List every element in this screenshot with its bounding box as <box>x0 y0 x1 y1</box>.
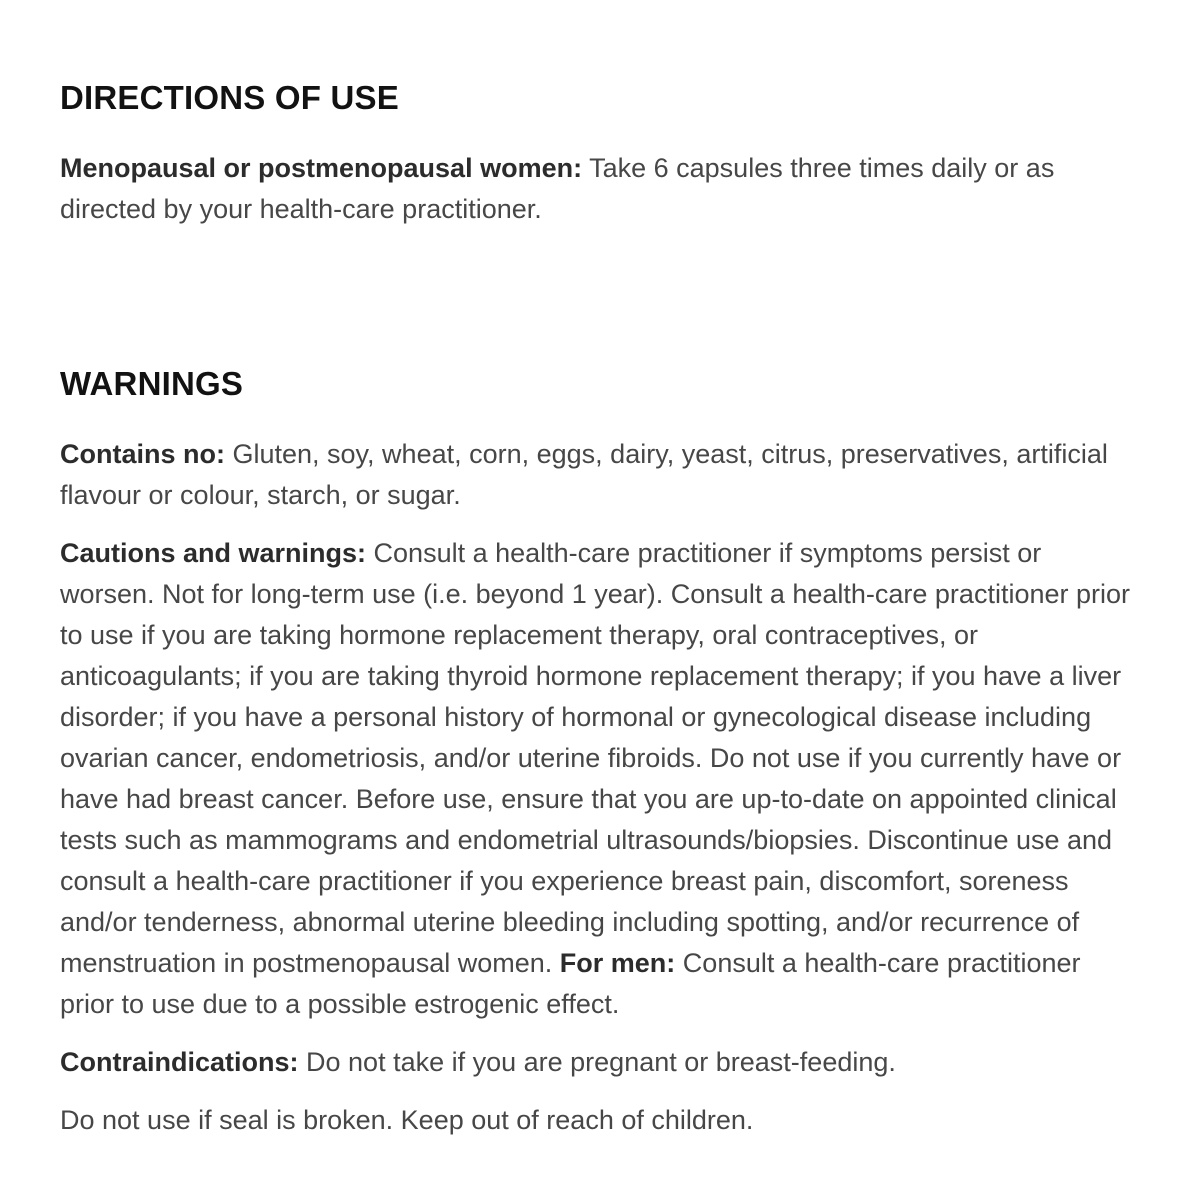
seal-notice-text: Do not use if seal is broken. Keep out of reach of children. <box>60 1105 754 1135</box>
contains-no-body-text: Gluten, soy, wheat, corn, eggs, dairy, yeast, citrus, preservatives, artificial flavour or colour, starch, or sugar. <box>60 439 1108 510</box>
contains-no-lead-label: Contains no: <box>60 439 225 469</box>
dosage-body-text: Take 6 capsules three times daily or as directed by your health-care practitioner. <box>60 153 1055 224</box>
contraindications-lead-label: Contraindications: <box>60 1047 299 1077</box>
cautions-paragraph <box>60 533 1142 1025</box>
contraindications-paragraph <box>60 1042 1142 1083</box>
cautions-lead-label: Cautions and warnings: <box>60 538 367 568</box>
cautions-body-text: Consult a health-care practitioner if symptoms persist or worsen. Not for long-term use (i.e. beyond 1 year). Consult a health-care practitioner prior to use if you are taking hormone replacement therapy, oral contraceptives, or anticoagulants; if you are taking thyroid hormone replacement therapy; if you have a liver disorder; if you have a personal history of hormonal or gynecological disease including ovarian cancer, endometriosis, and/or uterine fibroids. Do not use if you currently have or have had breast cancer. Before use, ensure that you are up-to-date on appointed clinical tests such as mammograms and endometrial ultrasounds/biopsies. Discontinue use and consult a health-care practitioner if you experience breast pain, discomfort, soreness and/or tenderness, abnormal uterine bleeding including spotting, and/or recurrence of menstruation in postmenopausal women. <box>60 538 1130 978</box>
dosage-paragraph <box>60 148 1142 230</box>
contains-no-paragraph <box>60 434 1142 516</box>
seal-notice-paragraph <box>60 1100 1142 1141</box>
for-men-body-text: Consult a health-care practitioner prior to use due to a possible estrogenic effect. <box>60 948 1081 1019</box>
contraindications-body-text: Do not take if you are pregnant or breast-feeding. <box>298 1047 896 1077</box>
warnings-heading: WARNINGS <box>60 365 244 402</box>
section-warnings <box>60 366 1142 1141</box>
for-men-lead-label: For men: <box>559 948 676 978</box>
directions-of-use-heading: DIRECTIONS OF USE <box>60 79 399 116</box>
section-directions-of-use <box>60 80 1142 230</box>
dosage-lead-label: Menopausal or postmenopausal women: <box>60 153 583 183</box>
